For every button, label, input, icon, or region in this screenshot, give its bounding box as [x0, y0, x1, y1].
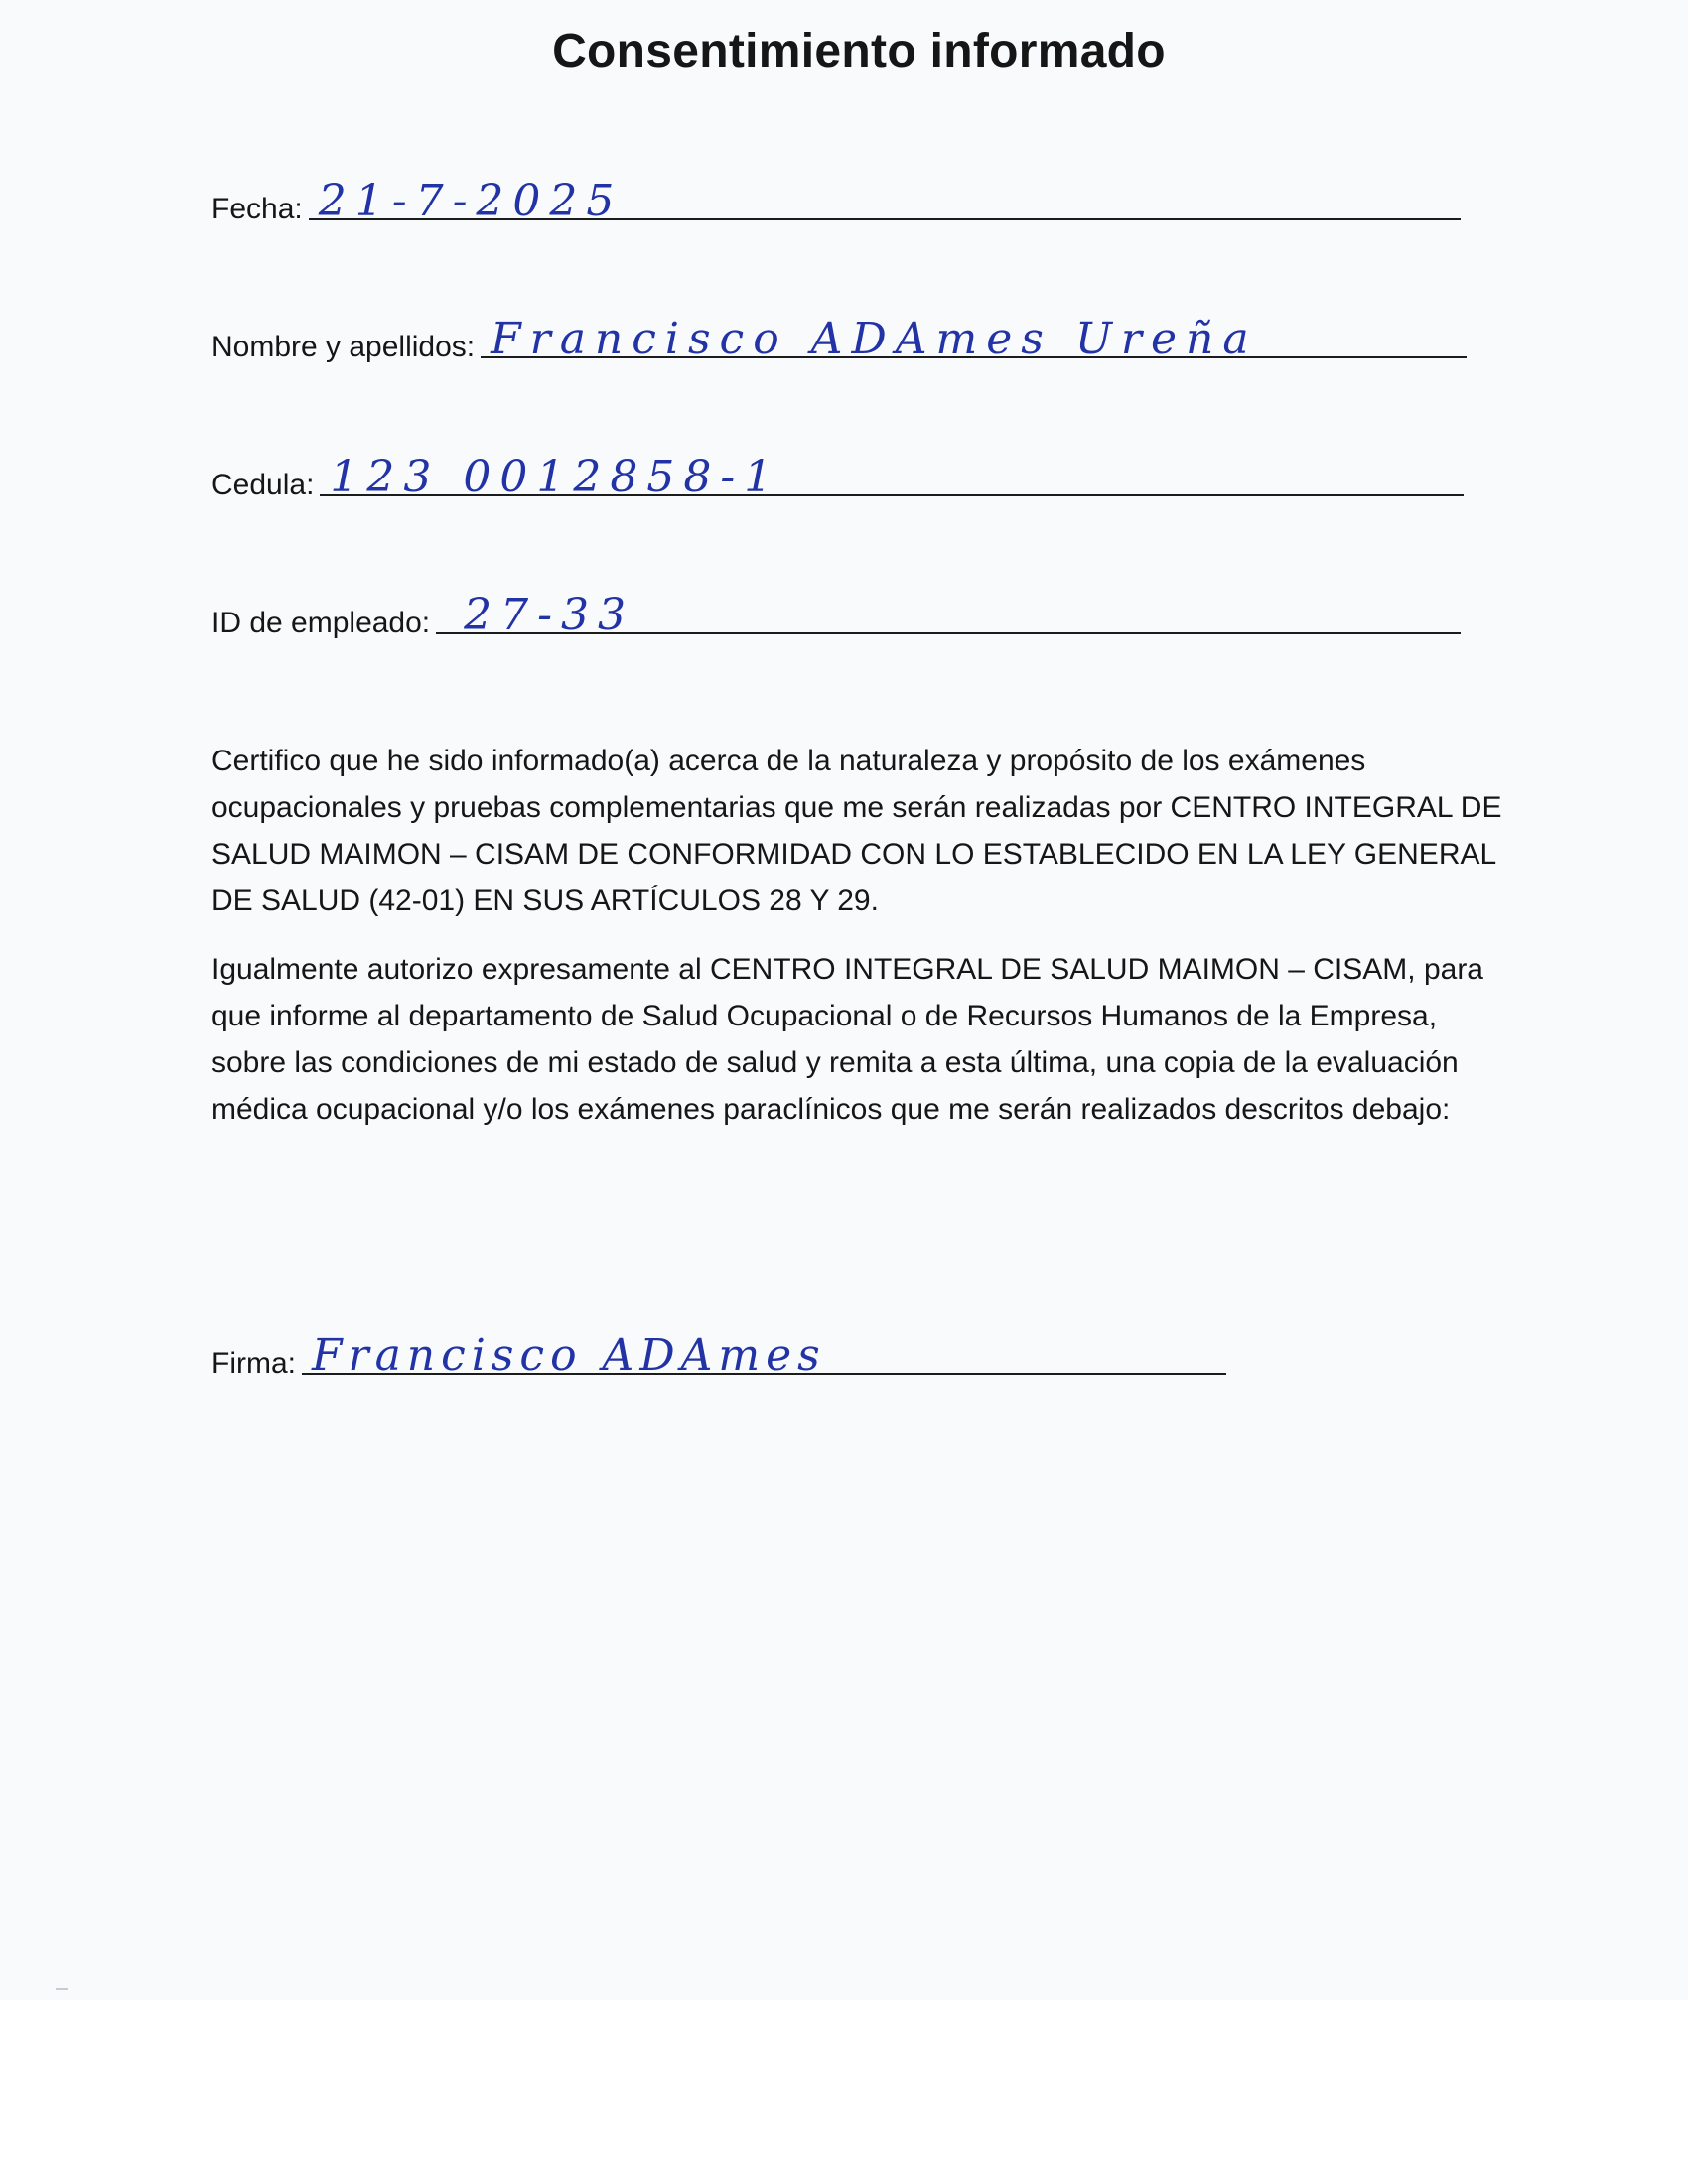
paragraph-autorizo: Igualmente autorizo expresamente al CENTRO INTEGRAL DE SALUD MAIMON – CISAM, para que informe al departamento de Salud Ocupacional o de Recursos Humanos de la Empresa, sobre las condiciones de mi estado de salud y remita a esta última, una copia de la evaluación médica ocupacional y/o los exámenes paraclínicos que me serán realizados descritos debajo: [211, 953, 1483, 1126]
fecha-field [211, 167, 1461, 226]
firma-line [302, 1313, 1226, 1381]
paragraph-certifico: Certifico que he sido informado(a) acerca de la naturaleza y propósito de los exámenes ocupacionales y pruebas complementarias que me serán realizadas por CENTRO INTEGRAL DE SALUD MAIMON – CISAM DE CONFORMIDAD CON LO ESTABLECIDO EN LA LEY GENERAL DE SALUD (42-01) EN SUS ARTÍCULOS 28 Y 29. [211, 745, 1502, 917]
nombre-line [481, 297, 1467, 364]
firma-label: Firma: [211, 1347, 296, 1380]
empleado-line [436, 573, 1461, 640]
cedula-field [211, 443, 1464, 502]
fecha-label: Fecha: [211, 193, 303, 225]
empleado-field [211, 581, 1461, 640]
nombre-handwritten-value: Francisco ADAmes Ureña [491, 314, 1258, 364]
empleado-handwritten-value: 27-33 [464, 590, 634, 640]
cedula-label: Cedula: [211, 469, 315, 501]
scan-edge-mark [56, 1988, 68, 1990]
fecha-line [309, 159, 1461, 226]
nombre-field [211, 305, 1467, 364]
empleado-label: ID de empleado: [211, 607, 431, 639]
signature: Francisco ADAmes [312, 1330, 826, 1381]
firma-field [211, 1321, 1226, 1381]
fecha-handwritten-value: 21-7-2025 [318, 176, 624, 226]
nombre-label: Nombre y apellidos: [211, 331, 476, 363]
cedula-line [320, 435, 1464, 502]
page-title: Consentimiento informado [552, 25, 1166, 77]
cedula-handwritten-value: 123 0012858-1 [330, 452, 781, 502]
